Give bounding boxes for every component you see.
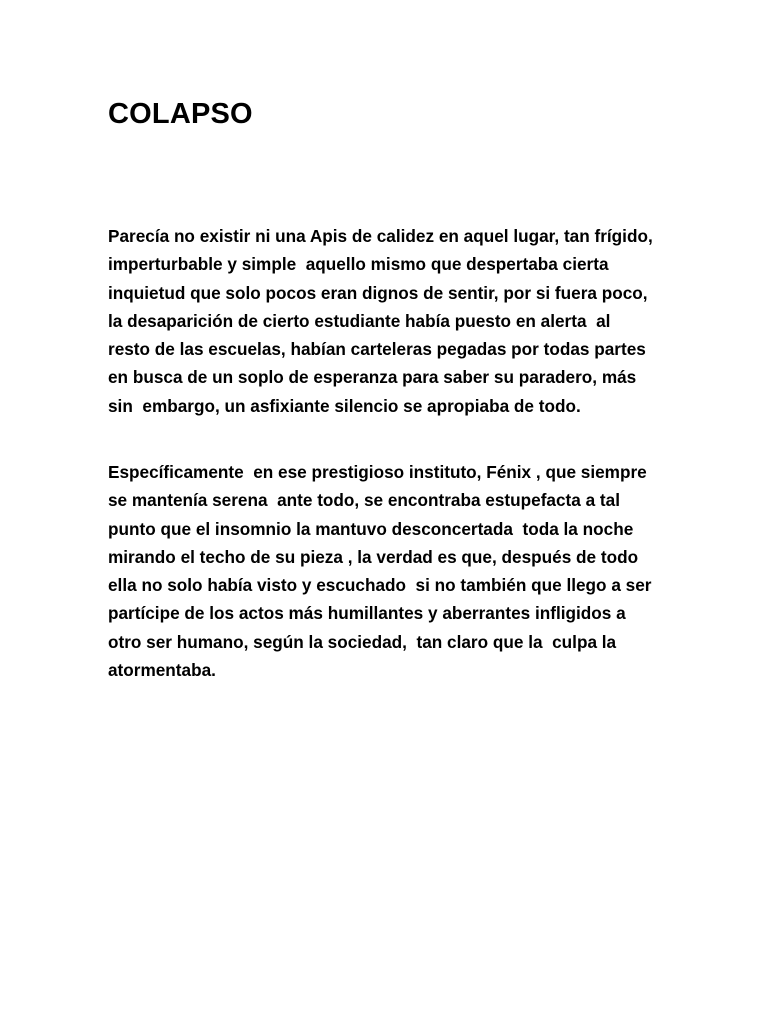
text-line: partícipe de los actos más humillantes y aberrantes infligidos a: [108, 603, 626, 624]
text-line: la desaparición de cierto estudiante había puesto en alerta al: [108, 310, 611, 331]
text-line: atormentaba.: [108, 660, 216, 681]
text-line: en busca de un soplo de esperanza para saber su paradero, más: [108, 367, 637, 388]
paragraph-1: [108, 222, 668, 420]
text-line: imperturbable y simple aquello mismo que despertaba cierta: [108, 254, 609, 275]
text-line: Parecía no existir ni una Apis de calidez en aquel lugar, tan frígido,: [108, 226, 653, 246]
text-line: sin embargo, un asfixiante silencio se apropiaba de todo.: [108, 395, 581, 416]
text-line: mirando el techo de su pieza , la verdad es que, después de todo: [108, 546, 639, 567]
text-line: resto de las escuelas, habían carteleras pegadas por todas partes: [108, 339, 646, 360]
paragraph-2: [108, 458, 668, 684]
text-line: se mantenía serena ante todo, se encontraba estupefacta a tal: [108, 490, 620, 511]
text-line: ella no solo había visto y escuchado si no también que llego a ser: [108, 575, 652, 596]
text-line: Específicamente en ese prestigioso instituto, Fénix , que siempre: [108, 462, 647, 482]
text-line: inquietud que solo pocos eran dignos de sentir, por si fuera poco,: [108, 282, 648, 303]
text-line: otro ser humano, según la sociedad, tan claro que la culpa la: [108, 631, 617, 652]
text-line: punto que el insomnio la mantuvo desconcertada toda la noche: [108, 518, 634, 539]
document-title: COLAPSO: [108, 98, 253, 130]
